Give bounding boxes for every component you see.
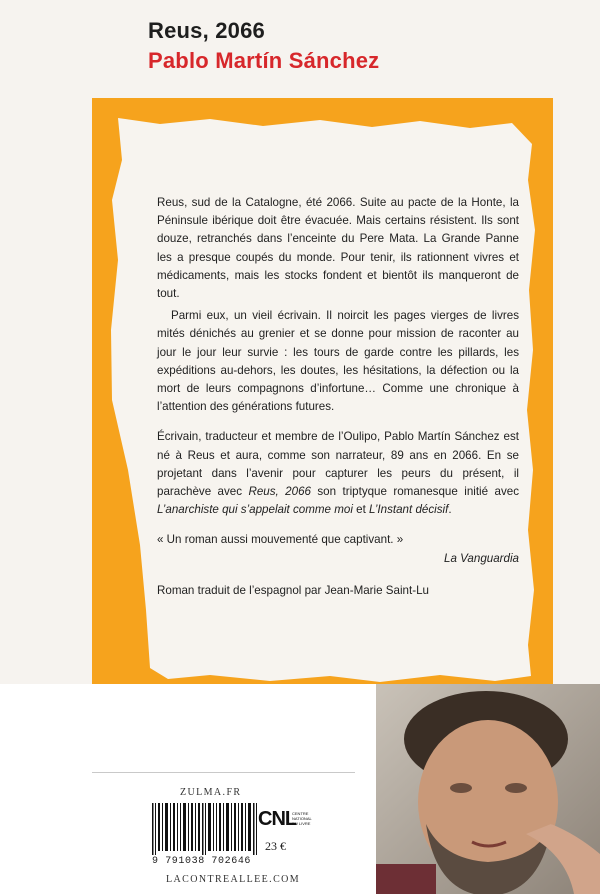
cnl-logo xyxy=(258,808,312,832)
price: 23 € xyxy=(265,839,286,853)
translator-credit: Roman traduit de l’espagnol par Jean-Marie Saint-Lu xyxy=(157,583,429,597)
bio-text-1: Écrivain, traducteur et membre de l’Oulipo, Pablo Martín Sánchez est né à Reus et aura, comme son narrateur, 89 ans en 2066. En se projetant dans l’avenir pour capturer les peurs du présent, il parachève avec xyxy=(157,430,519,499)
book-author: Pablo Martín Sánchez xyxy=(148,48,380,73)
bio-title-anarchiste: L’anarchiste qui s’appelait comme moi xyxy=(157,503,353,517)
synopsis-paragraph-1: Reus, sud de la Catalogne, été 2066. Suite au pacte de la Honte, la Péninsule ibérique doit être évacuée. Mais certains résistent. Ils sont douze, retranchés dans l’enceinte du Pere Mata. La Grande Panne les a presque coupés du monde. Pour tenir, ils rationnent vivres et médicaments, mais les stocks fondent et bientôt ils manqueront de tout. xyxy=(157,196,519,301)
author-bio-paragraph xyxy=(157,428,519,519)
bio-title-instant: L’Instant décisif xyxy=(369,503,449,517)
book-title: Reus, 2066 xyxy=(148,18,265,43)
synopsis-paragraph-2: Parmi eux, un vieil écrivain. Il noircit les pages vierges de livres mités dénichés au grenier et se donne pour mission de raconter au jour le jour leur survie : les tours de garde contre les pillards, les expéditions au-dehors, les doutes, les hésitations, la défection ou la mort de leurs compagnons d’infortune… Comme une chronique à l’attention des générations futures. xyxy=(157,309,519,414)
barcode-number: 9 791038 702646 xyxy=(152,856,252,867)
bio-text-3: et xyxy=(352,503,370,517)
author-photo xyxy=(376,684,600,894)
cnl-logo-subtitle: CENTRE NATIONAL DU LIVRE xyxy=(292,811,312,826)
cnl-logo-letters: CNL xyxy=(258,808,297,830)
bio-text-4: . xyxy=(448,503,452,517)
publisher-site-bottom: LACONTREALLEE.COM xyxy=(166,874,301,885)
bio-title-reus: Reus, 2066 xyxy=(248,485,311,499)
press-quote: « Un roman aussi mouvementé que captivant. » xyxy=(157,533,404,547)
back-cover-text xyxy=(157,194,519,600)
bio-text-2: son triptyque romanesque initié avec xyxy=(310,485,519,499)
press-quote-source: La Vanguardia xyxy=(444,551,519,565)
publisher-site-top: ZULMA.FR xyxy=(180,787,242,798)
